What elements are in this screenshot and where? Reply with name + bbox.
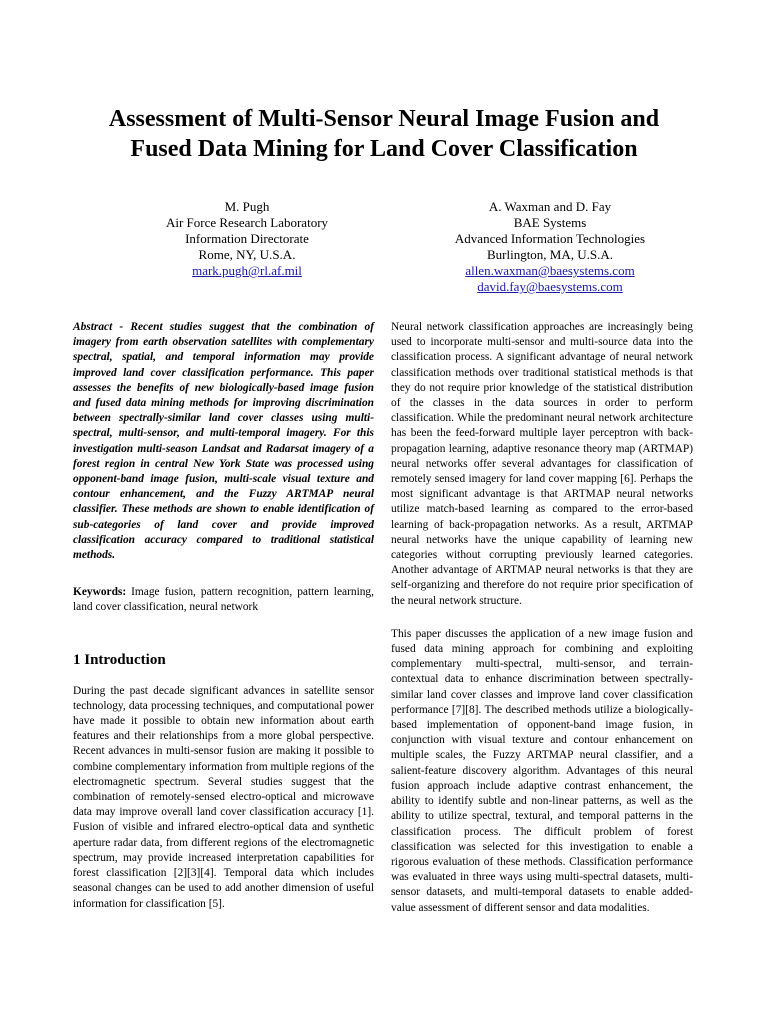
body-paragraph-1: Neural network classification approaches are increasingly being used to incorporate multi-sensor and multi-source data into the classification process. A significant advantage of neural network classification methods over traditional statistical methods is that they do not require prior knowledge of the statistical distribution of the classes in the data sources in order to perform classification. While the predominant neural network architecture has been the feed-forward multiple layer perceptron with back-propagation learning, adaptive resonance theory map (ARTMAP) neural networks offer several advantages for classification of remotely sensed imagery for land cover mapping [6]. Perhaps the most significant advantage is that ARTMAP neural networks utilize match-based learning as compared to the error-based learning of back-propagation networks. As a result, ARTMAP neural networks have the unique capability of learning new categories without corrupting previously learned categories. Another advantage of ARTMAP neural networks is that they are self-organizing and therefore do not require prior specification of the neural network structure. [391, 321, 693, 607]
author-department: Information Directorate [185, 231, 309, 246]
author-affiliation: BAE Systems [513, 215, 587, 230]
author-affiliation: Air Force Research Laboratory [165, 215, 329, 230]
author-email-link[interactable]: mark.pugh@rl.af.mil [192, 263, 302, 278]
author-name: M. Pugh [224, 199, 270, 214]
author-email-link-1[interactable]: allen.waxman@baesystems.com [465, 263, 635, 278]
abstract-paragraph: Abstract - Recent studies suggest that the combination of imagery from earth observation satellites with complementary spectral, spatial, and temporal information may provide improved land cover classification performance. This paper assesses the benefits of new biologically-based image fusion and fused data mining methods for improving discrimination between spectrally-similar land cover classes using multi-spectral, multi-sensor, and multi-temporal imagery. For this investigation multi-season Landsat and Radarsat imagery of a forest region in central New York State was processed using opponent-band image fusion, multi-scale visual texture and contour enhancement, and the Fuzzy ARTMAP neural classifier. These methods are shown to enable identification of sub-categories of land cover and provide improved classification accuracy compared to traditional statistical methods. [73, 321, 374, 562]
right-column [391, 320, 693, 916]
author-location: Burlington, MA, U.S.A. [486, 247, 614, 262]
keywords-text: Image fusion, pattern recognition, pattern learning, land cover classification, neural network [73, 586, 374, 614]
author-block-right [427, 199, 673, 295]
author-department: Advanced Information Technologies [454, 231, 646, 246]
keywords-paragraph [73, 585, 374, 615]
keywords-label: Keywords: [73, 586, 127, 599]
section-heading-introduction: 1 Introduction [73, 651, 166, 668]
author-name: A. Waxman and D. Fay [488, 199, 612, 214]
paragraph-spacer [391, 609, 693, 627]
author-location: Rome, NY, U.S.A. [198, 247, 296, 262]
author-block-left [125, 199, 369, 279]
body-paragraph-2: This paper discusses the application of a new image fusion and fused data mining approach for combining and exploiting complementary multi-spectral, multi-sensor, and terrain-contextual data to enhance discrimination between spectrally-similar land cover classes and improve land cover classification performance [7][8]. The described methods utilize a biologically-based implementation of opponent-band image fusion, in conjunction with visual texture and contour enhancement on multiple scales, the Fuzzy ARTMAP neural classifier, and a salient-feature discovery algorithm. Advantages of this neural fusion approach include adaptive contrast enhancement, the ability to identify subtle and non-linear patterns, as well as the ability to utilize spectral, textural, and temporal patterns in the classification process. The difficult problem of forest classification was selected for this investigation to enable a rigorous evaluation of these methods. Classification performance was evaluated in three ways using multi-spectral datasets, multi-sensor datasets, and multi-temporal datasets to enable added-value assessment of different sensor and data modalities. [391, 627, 693, 914]
paper-title [40, 104, 728, 164]
paper-title-line-2: Fused Data Mining for Land Cover Classification [130, 136, 638, 162]
left-column [73, 320, 374, 912]
author-email-link-2[interactable]: david.fay@baesystems.com [477, 279, 623, 294]
paper-title-line-1: Assessment of Multi-Sensor Neural Image Fusion and [108, 106, 660, 132]
intro-paragraph: During the past decade significant advances in satellite sensor technology, data processing techniques, and computational power have made it possible to obtain new information about earth features and their relationships from a more global perspective. Recent advances in multi-sensor fusion are making it possible to combine complementary information from multiple regions of the electromagnetic spectrum. Several studies suggest that the combination of remotely-sensed electro-optical and microwave data may improve overall land cover classification accuracy [1]. Fusion of visible and infrared electro-optical data and synthetic aperture radar data, from different regions of the electromagnetic spectrum, may provide increased interpretation capabilities for forest classification [2][3][4]. Temporal data which includes seasonal changes can be used to add another dimension of useful information for classification [5]. [73, 684, 374, 910]
